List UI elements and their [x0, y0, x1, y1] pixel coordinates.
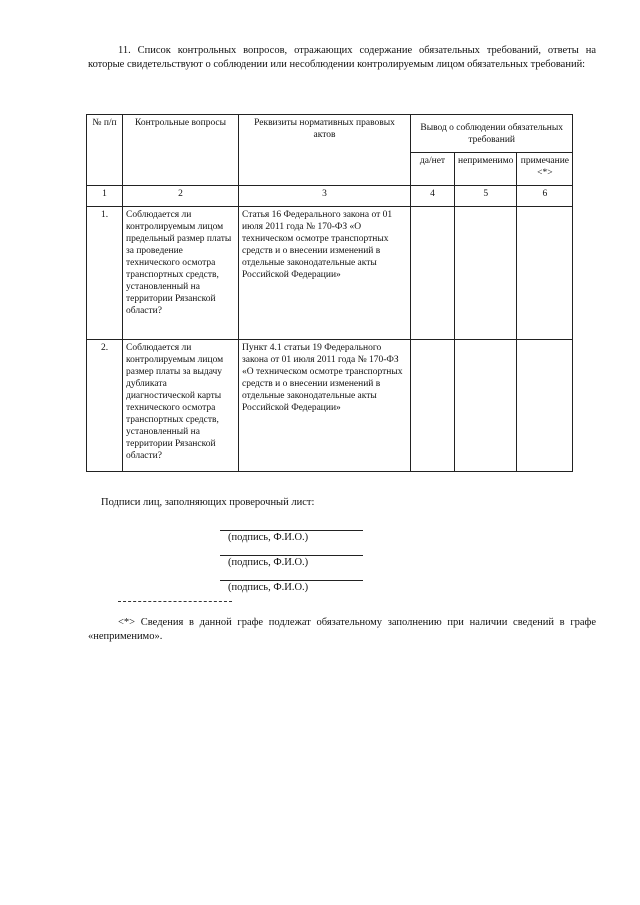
row-requisites: Статья 16 Федерального закона от 01 июля 2011 года № 170-ФЗ «О техническом осмотре транспортных средств и о внесении изменений в отдельные законодательные акты Российской Федерации»	[239, 207, 411, 340]
row-note-cell[interactable]	[517, 340, 573, 472]
header-yes-no: да/нет	[411, 153, 455, 186]
row-question: Соблюдается ли контролируемым лицом размер платы за выдачу дубликата диагностической карты технического осмотра транспортных средств, установленный на территории Рязанской области?	[123, 340, 239, 472]
header-conclusion: Вывод о соблюдении обязательных требований	[411, 115, 573, 153]
row-note-cell[interactable]	[517, 207, 573, 340]
header-questions: Контрольные вопросы	[123, 115, 239, 186]
row-number: 1.	[87, 207, 123, 340]
column-number: 4	[411, 186, 455, 207]
row-yes-no-cell[interactable]	[411, 207, 455, 340]
header-requisites: Реквизиты нормативных правовых актов	[239, 115, 411, 186]
header-not-applicable: неприменимо	[455, 153, 517, 186]
header-note: примечание <*>	[517, 153, 573, 186]
signature-line: (подпись, Ф.И.О.)	[220, 580, 363, 593]
row-not-applicable-cell[interactable]	[455, 340, 517, 472]
row-question: Соблюдается ли контролируемым лицом предельный размер платы за проведение технического осмотра транспортных средств, установленный на территории Рязанской области?	[123, 207, 239, 340]
checklist-table	[86, 114, 573, 472]
column-number: 2	[123, 186, 239, 207]
row-requisites: Пункт 4.1 статьи 19 Федерального закона от 01 июля 2011 года № 170-ФЗ «О техническом осмотре транспортных средств и о внесении изменений в отдельные законодательные акты Российской Федерации»	[239, 340, 411, 472]
table-row	[87, 207, 573, 340]
column-number: 3	[239, 186, 411, 207]
column-number: 6	[517, 186, 573, 207]
column-number: 1	[87, 186, 123, 207]
row-not-applicable-cell[interactable]	[455, 207, 517, 340]
signature-line: (подпись, Ф.И.О.)	[220, 555, 363, 568]
footnote-text: <*> Сведения в данной графе подлежат обязательному заполнению при наличии сведений в графе «неприменимо».	[88, 617, 596, 642]
row-number: 2.	[87, 340, 123, 472]
column-number: 5	[455, 186, 517, 207]
signatures-label: Подписи лиц, заполняющих проверочный лист:	[101, 497, 315, 508]
footnote-separator	[118, 601, 232, 602]
intro-paragraph: 11. Список контрольных вопросов, отражающих содержание обязательных требований, ответы на которые свидетельствуют о соблюдении или несоблюдении контролируемым лицом обязательных требований:	[88, 45, 596, 70]
signature-line: (подпись, Ф.И.О.)	[220, 530, 363, 543]
row-yes-no-cell[interactable]	[411, 340, 455, 472]
table-row	[87, 340, 573, 472]
header-num: № п/п	[87, 115, 123, 186]
